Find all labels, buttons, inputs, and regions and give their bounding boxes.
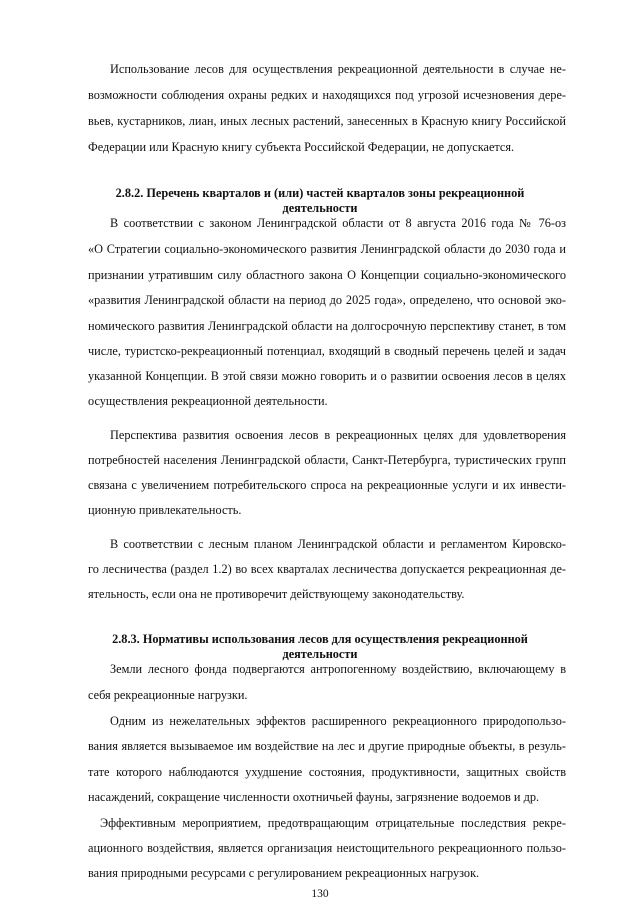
text-line: числе, туристско-рекреационный потенциал, входящий в сводный перечень целей и задач — [88, 344, 566, 358]
text-line: В соответствии с лесным планом Ленинградской области и регламентом Кировско- — [110, 537, 566, 551]
text-line: тате которого наблюдаются ухудшение состояния, продуктивности, защитных свойств — [88, 765, 566, 779]
text-line: осуществления рекреационной деятельности. — [88, 394, 328, 408]
text-line: Эффективным мероприятием, предотвращающим отрицательные последствия рекре- — [100, 816, 566, 830]
text-line: го лесничества (раздел 1.2) во всех кварталах лесничества допускается рекреационная де- — [88, 562, 566, 576]
text-line: ционную привлекательность. — [88, 503, 242, 517]
text-line: ационного воздействия, является организация неистощительного рекреационного пользо- — [88, 841, 566, 855]
text-line: Одним из нежелательных эффектов расширенного рекреационного природопользо- — [110, 714, 566, 728]
page-number: 130 — [311, 888, 329, 900]
text-line: Федерации или Красную книгу субъекта Российской Федерации, не допускается. — [88, 140, 515, 154]
text-line: вания является вызываемое им воздействие на лес и другие природные объекты, в резуль- — [88, 739, 566, 753]
heading-line: деятельности — [282, 201, 358, 215]
text-line: «О Стратегии социально-экономического развития Ленинградской области до 2030 года и — [88, 242, 566, 256]
text-line: указанной Концепции. В этой связи можно говорить и о развитии освоения лесов в целях — [88, 369, 566, 383]
heading-line: деятельности — [282, 647, 358, 661]
text-line: Перспектива развития освоения лесов в рекреационных целях для удовлетворения — [110, 428, 566, 442]
text-line: потребностей населения Ленинградской области, Санкт-Петербурга, туристических групп — [88, 453, 566, 467]
text-line: вьев, кустарников, лиан, иных лесных растений, занесенных в Красную книгу Российской — [88, 114, 566, 128]
text-line: связана с увеличением потребительского спроса на рекреационные услуги и их инвести- — [88, 478, 566, 492]
text-line: Земли лесного фонда подвергаются антропогенному воздействию, включающему в — [110, 662, 566, 676]
text-line: «развития Ленинградской области на период до 2025 года», определено, что основой эко- — [88, 293, 566, 307]
heading-line: 2.8.3. Нормативы использования лесов для осуществления рекреационной — [112, 632, 528, 646]
text-line: признании утратившим силу областного закона О Концепции социально-экономического — [88, 268, 566, 282]
text-line: ятельность, если она не противоречит действующему законодательству. — [88, 587, 465, 601]
text-line: возможности соблюдения охраны редких и находящихся под угрозой исчезновения дере- — [88, 88, 566, 102]
text-line: номического развития Ленинградской области на долгосрочную перспективу станет, в том — [88, 319, 566, 333]
text-line: вания природными ресурсами с регулированием рекреационных нагрузок. — [88, 866, 480, 880]
text-line: насаждений, сокращение численности охотничьей фауны, загрязнение водоемов и др. — [88, 790, 540, 804]
heading-line: 2.8.2. Перечень кварталов и (или) частей кварталов зоны рекреационной — [115, 186, 525, 200]
text-line: В соответствии с законом Ленинградской области от 8 августа 2016 года № 76-оз — [110, 216, 566, 230]
text-line: Использование лесов для осуществления рекреационной деятельности в случае не- — [110, 62, 566, 76]
text-line: себя рекреационные нагрузки. — [88, 688, 248, 702]
